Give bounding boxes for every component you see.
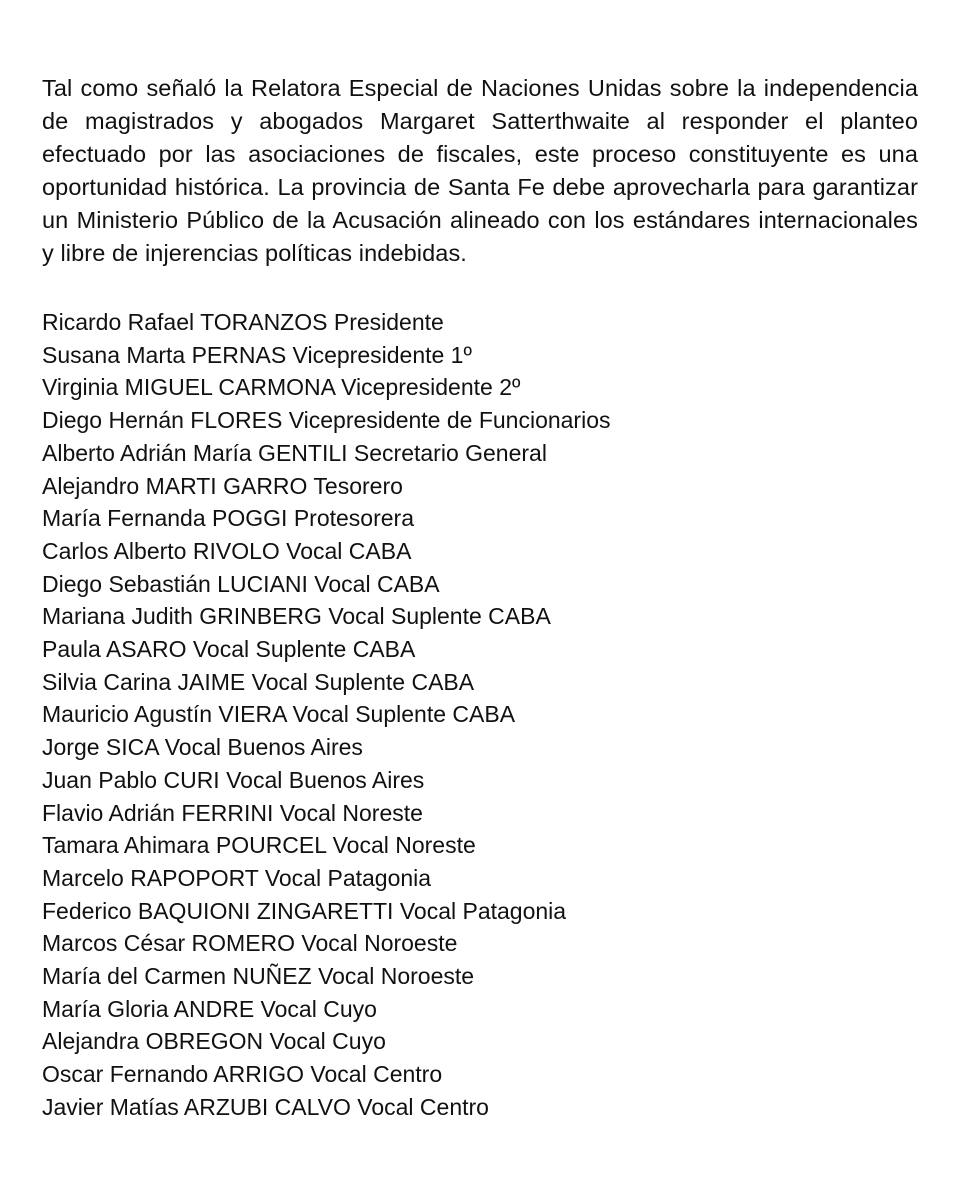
signatory-item: Oscar Fernando ARRIGO Vocal Centro bbox=[42, 1061, 443, 1088]
signatory-item: Diego Hernán FLORES Vicepresidente de Funcionarios bbox=[42, 407, 611, 434]
signatory-item: Juan Pablo CURI Vocal Buenos Aires bbox=[42, 766, 425, 793]
signatory-item: Alejandra OBREGON Vocal Cuyo bbox=[42, 1028, 386, 1055]
signatory-item: Marcos César ROMERO Vocal Noroeste bbox=[42, 930, 458, 957]
signatory-item: Susana Marta PERNAS Vicepresidente 1º bbox=[42, 341, 472, 368]
signatory-item: Javier Matías ARZUBI CALVO Vocal Centro bbox=[42, 1093, 489, 1120]
signatory-list bbox=[42, 306, 918, 1124]
signatory-item: María del Carmen NUÑEZ Vocal Noroeste bbox=[42, 963, 475, 990]
signatory-item: María Gloria ANDRE Vocal Cuyo bbox=[42, 995, 377, 1022]
signatory-item: Alberto Adrián María GENTILI Secretario General bbox=[42, 439, 547, 466]
signatory-item: Federico BAQUIONI ZINGARETTI Vocal Patagonia bbox=[42, 897, 567, 924]
signatory-item: Marcelo RAPOPORT Vocal Patagonia bbox=[42, 864, 432, 891]
intro-paragraph: Tal como señaló la Relatora Especial de Naciones Unidas sobre la independencia de magistrados y abogados Margaret Satterthwaite al responder el planteo efectuado por las asociaciones de fiscales, este proceso constituyente es una oportunidad histórica. La provincia de Santa Fe debe aprovecharla para garantizar un Ministerio Público de la Acusación alineado con los estándares internacionales y libre de injerencias políticas indebidas. bbox=[42, 75, 918, 266]
signatory-item: Mauricio Agustín VIERA Vocal Suplente CABA bbox=[42, 701, 516, 728]
signatory-item: Tamara Ahimara POURCEL Vocal Noreste bbox=[42, 832, 476, 859]
signatory-item: Carlos Alberto RIVOLO Vocal CABA bbox=[42, 537, 412, 564]
signatory-item: Alejandro MARTI GARRO Tesorero bbox=[42, 472, 403, 499]
document-page bbox=[42, 72, 918, 1120]
signatory-item: Silvia Carina JAIME Vocal Suplente CABA bbox=[42, 668, 475, 695]
signatory-item: Paula ASARO Vocal Suplente CABA bbox=[42, 636, 416, 663]
signatory-item: Ricardo Rafael TORANZOS Presidente bbox=[42, 309, 444, 335]
signatory-item: Jorge SICA Vocal Buenos Aires bbox=[42, 734, 363, 761]
signatory-item: Diego Sebastián LUCIANI Vocal CABA bbox=[42, 570, 440, 597]
signatory-item: Flavio Adrián FERRINI Vocal Noreste bbox=[42, 799, 423, 826]
signatory-item: Virginia MIGUEL CARMONA Vicepresidente 2º bbox=[42, 374, 521, 401]
signatory-item: Mariana Judith GRINBERG Vocal Suplente CABA bbox=[42, 603, 551, 630]
signatory-item: María Fernanda POGGI Protesorera bbox=[42, 505, 414, 532]
